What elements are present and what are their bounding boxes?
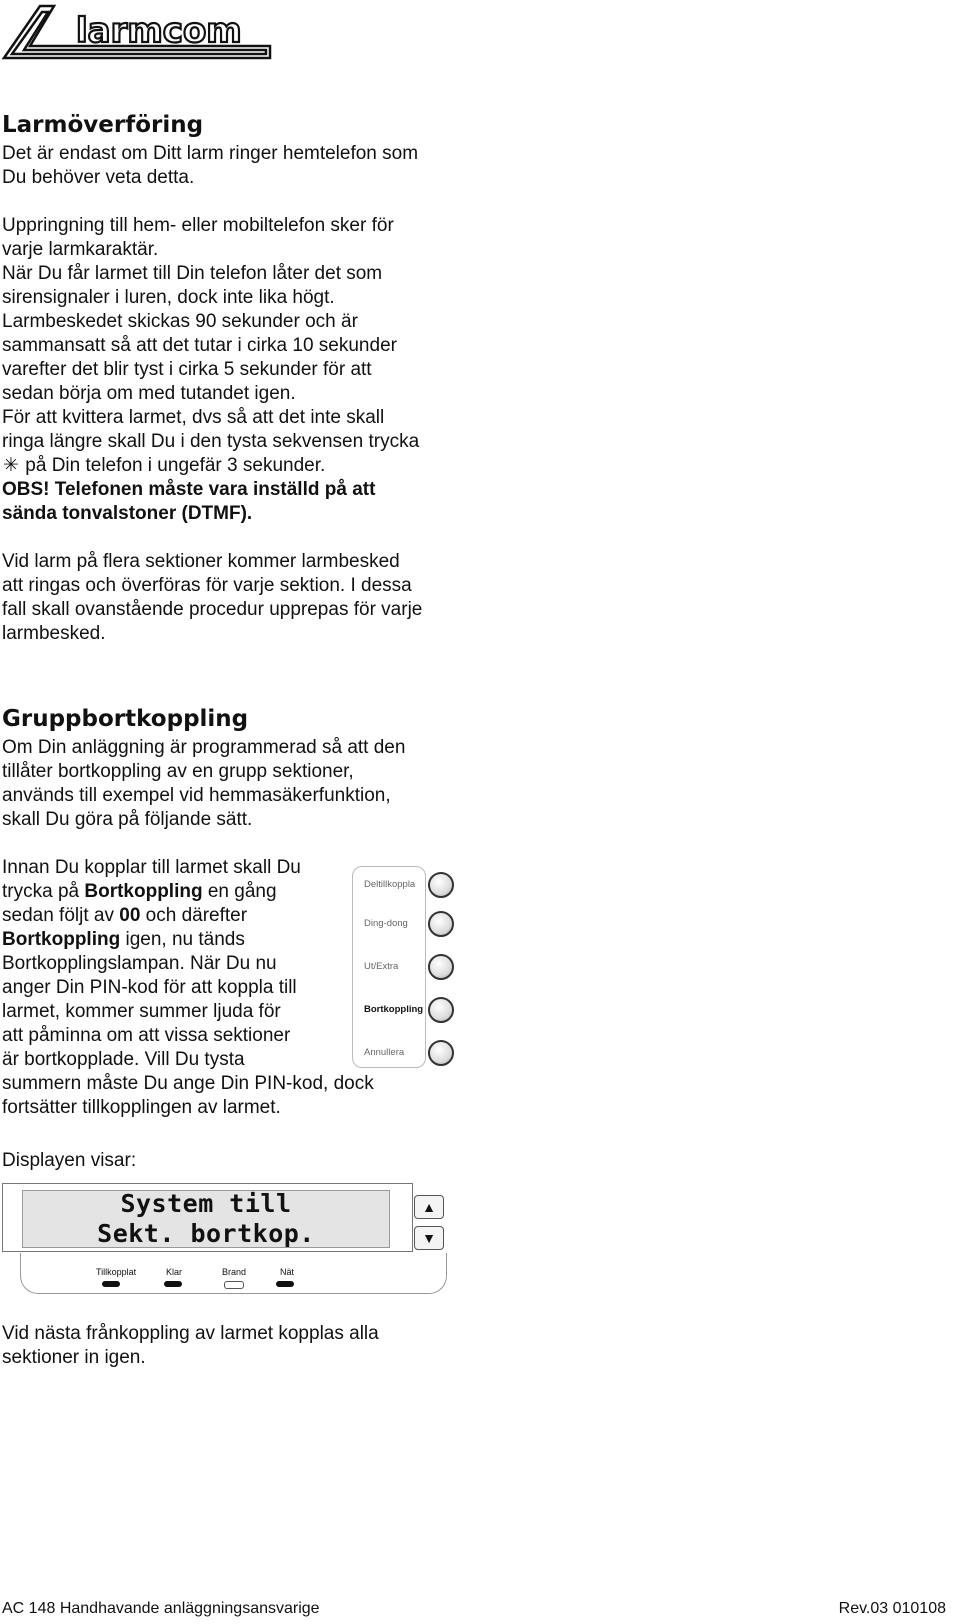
led-label-klar: Klar [166,1267,183,1277]
key-label-bortkoppling: Bortkoppling [364,1004,424,1015]
heading-gruppbortkoppling: Gruppbortkoppling [2,706,249,732]
led-nat [276,1281,294,1287]
text-line: Vid nästa frånkoppling av larmet kopplas alla [2,1323,379,1344]
text-line: sektioner in igen. [2,1347,146,1368]
asterisk-key-icon: ✳ [3,455,19,476]
obs-line: sända tonvalstoner (DTMF). [2,503,253,524]
led-brand [224,1281,244,1289]
text-line: används till exempel vid hemmasäkerfunktion, [2,785,391,806]
text-line: skall Du göra på följande sätt. [2,809,253,830]
text-line: att ringas och överföras för varje sektion. I dessa [2,575,412,596]
heading-larmoverforing: Larmöverföring [2,112,204,138]
text-line: Vid larm på flera sektioner kommer larmbesked [2,551,400,572]
text-line: Bortkopplingslampan. När Du nu [2,953,277,974]
lcd-line-1: System till [120,1189,292,1218]
logo-text: larmcom [76,11,242,51]
led-label-tillkopplat: Tillkopplat [96,1267,137,1277]
deltillkoppla-button[interactable] [428,872,454,898]
obs-line: OBS! Telefonen måste vara inställd på att [2,479,376,500]
text-line: Larmbeskedet skickas 90 sekunder och är [2,311,358,332]
footer-right: Rev.03 010108 [838,1600,946,1617]
led-label-brand: Brand [222,1267,247,1277]
text-line: varefter det blir tyst i cirka 5 sekunder för att [2,359,372,380]
key-label-annullera: Annullera [364,1047,405,1058]
key-label-ding-dong: Ding-dong [364,918,408,929]
text-line: trycka på Bortkoppling en gång [2,881,277,902]
footer-left: AC 148 Handhavande anläggningsansvarige [2,1600,320,1617]
key-label-deltillkoppla: Deltillkoppla [364,879,416,890]
section2-intro [2,736,472,832]
text-line: varje larmkaraktär. [2,239,159,260]
after-display-text [2,1322,472,1370]
text-line [2,454,472,478]
led-klar [164,1281,182,1287]
down-arrow-button[interactable]: ▼ [414,1226,444,1250]
text-line: Om Din anläggning är programmerad så att den [2,737,406,758]
text-line: att påminna om att vissa sektioner [2,1025,291,1046]
text-line: ringa längre skall Du i den tysta sekvensen trycka [2,431,420,452]
text-line: summern måste Du ange Din PIN-kod, dock [2,1073,374,1094]
text-line: larmet, kommer summer ljuda för [2,1001,281,1022]
led-label-nat: Nät [280,1267,295,1277]
text-line: sedan följt av 00 och därefter [2,905,248,926]
text-line: fortsätter tillkopplingen av larmet. [2,1097,281,1118]
text-line: anger Din PIN-kod för att koppla till [2,977,297,998]
larmcom-logo [0,0,278,64]
annullera-button[interactable] [428,1040,454,1066]
text-line: sedan börja om med tutandet igen. [2,383,296,404]
display-intro: Displayen visar: [2,1150,137,1171]
text-line: Bortkoppling igen, nu tänds [2,929,245,950]
text-line: Du behöver veta detta. [2,167,195,188]
text-line: sammansatt så att det tutar i cirka 10 sekunder [2,335,397,356]
ut-extra-button[interactable] [428,954,454,980]
text-line: När Du får larmet till Din telefon låter det som [2,263,383,284]
key-label-ut-extra: Ut/Extra [364,961,399,972]
text-line: är bortkopplade. Vill Du tysta [2,1049,245,1070]
text-line: fall skall ovanstående procedur upprepas för varje [2,599,423,620]
text-line: sirensignaler i luren, dock inte lika högt. [2,287,335,308]
text-line: För att kvittera larmet, dvs så att det inte skall [2,407,385,428]
section1-body [2,142,472,646]
lcd-screen [22,1190,390,1248]
star-line-text: på Din telefon i ungefär 3 sekunder. [25,455,326,476]
text-line: Innan Du kopplar till larmet skall Du [2,857,301,878]
text-line: larmbesked. [2,623,106,644]
up-arrow-button[interactable]: ▲ [414,1195,444,1219]
text-line: tillåter bortkoppling av en grupp sektioner, [2,761,354,782]
bortkoppling-button[interactable] [428,997,454,1023]
lcd-line-2: Sekt. bortkop. [97,1219,315,1248]
led-tillkopplat [102,1281,120,1287]
text-line: Uppringning till hem- eller mobiltelefon sker för [2,215,394,236]
ding-dong-button[interactable] [428,911,454,937]
text-line: Det är endast om Ditt larm ringer hemtelefon som [2,143,419,164]
